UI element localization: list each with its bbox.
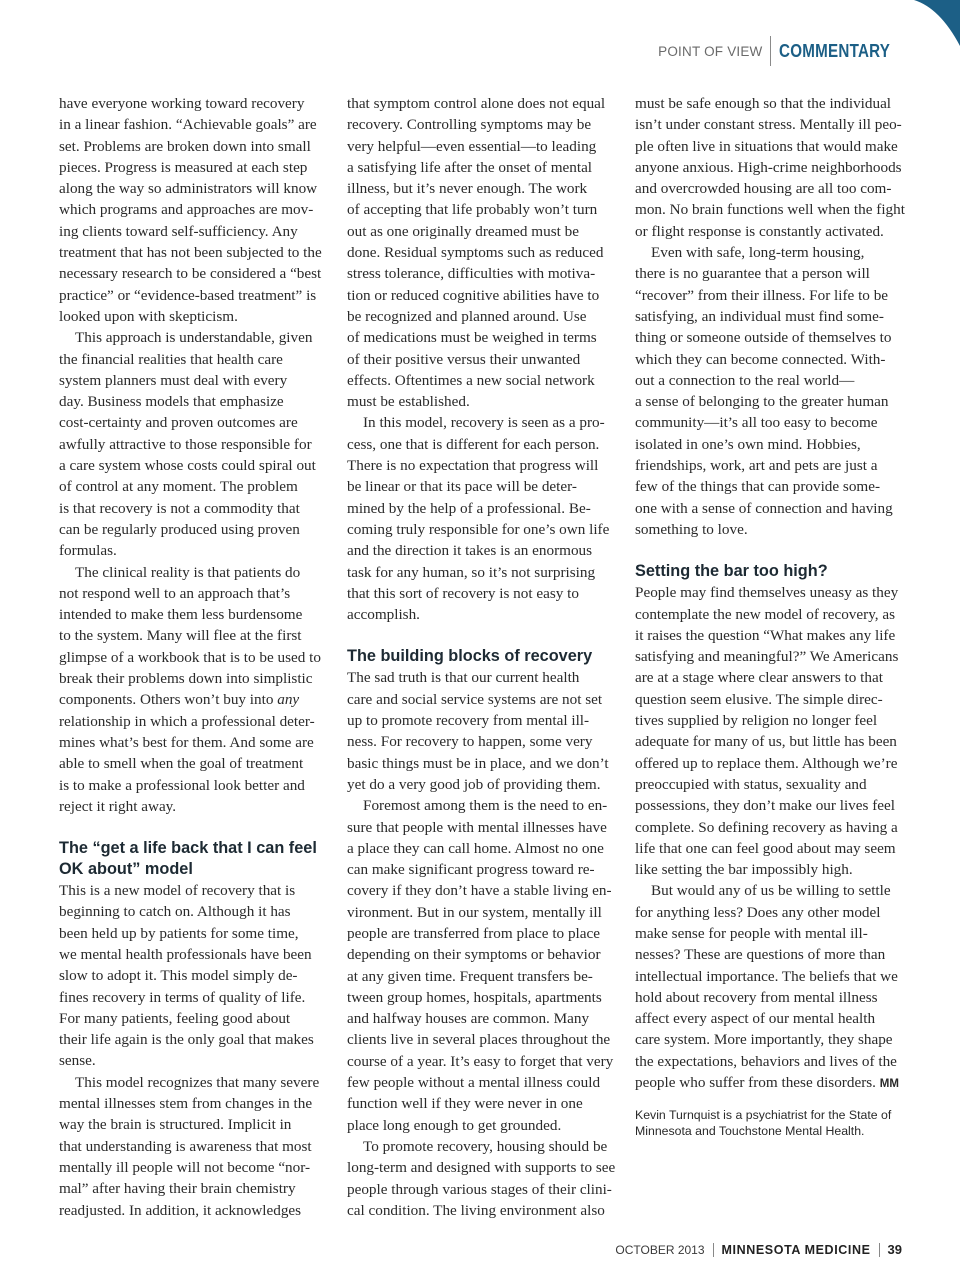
text-line: formulas. (59, 542, 117, 560)
text-line: depending on their symptoms or behavior (347, 946, 601, 964)
text-line: mental illnesses stem from changes in the (59, 1095, 313, 1113)
text-line: people through various stages of their clini- (347, 1180, 612, 1198)
page-number: 39 (887, 1242, 902, 1257)
text-line: looked upon with skepticism. (59, 307, 238, 325)
text-line: stress tolerance, difficulties with motiva- (347, 265, 596, 283)
header-divider (770, 36, 772, 66)
text-line: a satisfying life after the onset of mental (347, 158, 593, 176)
text-line: function well if they were never in one (347, 1095, 583, 1113)
text-line: people are transferred from place to place (347, 924, 600, 942)
text-line: up to promote recovery from mental ill- (347, 712, 590, 730)
text-line: it raises the question “What makes any life (635, 626, 896, 644)
text-line: Foremost among them is the need to en- (363, 797, 608, 815)
text-line: tives supplied by religion no longer feel (635, 712, 878, 730)
paragraph (59, 880, 327, 1072)
text-line: cost-certainty and proven outcomes are (59, 414, 298, 432)
paragraph (59, 562, 327, 818)
text-line: awfully attractive to those responsible for (59, 435, 312, 453)
text-line: satisfying and meaningful?” We Americans (635, 648, 899, 666)
paragraph (635, 242, 903, 540)
text-line: and halfway houses are common. Many (347, 1010, 590, 1028)
page-header (658, 36, 901, 66)
text-line: contemplate the new model of recovery, as (635, 605, 896, 623)
text-line: To promote recovery, housing should be (363, 1137, 608, 1155)
text-line: of their positive versus their unwanted (347, 350, 581, 368)
text-line: mentally ill people will not become “nor- (59, 1158, 311, 1176)
text-line: Even with safe, long-term housing, (651, 244, 865, 262)
text-line: of medications must be weighed in terms (347, 329, 597, 347)
section-heading: Setting the bar too high? (635, 562, 828, 581)
text-line: tion or reduced cognitive abilities have to (347, 286, 600, 304)
text-line: beginning to catch on. Although it has (59, 903, 291, 921)
text-line: illness, but it’s never enough. The work (347, 180, 588, 198)
text-line: possessions, they don’t make our lives feel (635, 797, 895, 815)
text-line: very helpful—even essential—to leading (347, 137, 597, 155)
author-bio (635, 1107, 903, 1139)
text-line: basic things must be in place, and we don’t (347, 754, 609, 772)
text-line: mines what’s best for them. And some are (59, 733, 314, 751)
text-line: have everyone working toward recovery (59, 95, 305, 112)
article-column-2 (347, 93, 615, 1221)
text-line: preoccupied with status, sexuality and (635, 775, 867, 793)
text-line: intended to make them less burdensome (59, 606, 303, 624)
text-line: is to make a professional look better and (59, 776, 305, 794)
text-line: is that recovery is not a commodity that (59, 499, 300, 517)
text-line: not respond well to an approach that’s (59, 584, 291, 602)
section-label: POINT OF VIEW (658, 43, 763, 59)
text-line: which programs and approaches are mov- (59, 201, 314, 219)
text-line: components. Others won’t buy into any (59, 691, 300, 709)
text-line: must be established. (347, 393, 470, 411)
emphasis-text: any (277, 691, 300, 709)
text-line: care and social service systems are not set (347, 690, 603, 708)
text-line: we mental health professionals have been (59, 945, 312, 963)
page-footer (615, 1242, 902, 1257)
text-line: done. Residual symptoms such as reduced (347, 244, 604, 262)
text-line: question seem elusive. The simple direc- (635, 690, 883, 708)
text-line: way the brain is structured. Implicit in (59, 1116, 292, 1134)
text-line: satisfying, an individual must find some- (635, 307, 884, 325)
corner-accent-shape (900, 0, 960, 46)
text-line: few of the things that can provide some- (635, 478, 881, 496)
section-heading (59, 838, 327, 880)
text-line: break their problems down into simplistic (59, 670, 313, 688)
text-line: clients live in several places throughout the (347, 1031, 611, 1049)
text-line: cal condition. The living environment also (347, 1201, 605, 1219)
text-line: out a connection to the real world— (635, 371, 855, 389)
text-line: yet do a very good job of providing them. (347, 775, 601, 793)
text-line: readjusted. In addition, it acknowledges (59, 1201, 302, 1219)
paragraph (59, 327, 327, 561)
article-column-3 (635, 93, 903, 1139)
text-line: Minnesota and Touchstone Mental Health. (635, 1124, 865, 1139)
text-line: mon. No brain functions well when the fight (635, 201, 905, 219)
text-line: be linear or that its pace will be deter- (347, 478, 577, 496)
text-line: sure that people with mental illnesses have (347, 818, 607, 836)
text-line: there is no guarantee that a person will (635, 265, 870, 283)
text-line: are at a stage where clear answers to that (635, 669, 883, 687)
text-line: out as one originally dreamed must be (347, 222, 579, 240)
text-line: course of a year. It’s easy to forget that very (347, 1052, 614, 1070)
text-line: recovery. Controlling symptoms may be (347, 116, 592, 134)
text-line: adequate for many of us, but little has been (635, 733, 897, 751)
text-line: The clinical reality is that patients do (75, 563, 301, 581)
text-line: in a linear fashion. “Achievable goals” are (59, 116, 317, 134)
text-line: This is a new model of recovery that is (59, 882, 296, 900)
text-line: long-term and designed with supports to see (347, 1159, 616, 1177)
article-column-1 (59, 93, 327, 1221)
text-line: the financial realities that health care (59, 350, 283, 368)
text-line: like setting the bar impossibly high. (635, 861, 853, 879)
text-line: “recover” from their illness. For life to be (635, 286, 889, 304)
text-line: and the direction it takes is an enormous (347, 542, 593, 560)
text-line: necessary research to be considered a “best (59, 265, 322, 283)
text-line: ness. For recovery to happen, some very (347, 733, 593, 751)
text-line: But would any of us be willing to settle (651, 882, 891, 900)
text-line: system planners must deal with every (59, 371, 288, 389)
text-line: of control at any moment. The problem (59, 478, 298, 496)
text-line: ple often live in situations that would make (635, 137, 898, 155)
text-line: to the system. Many will flee at the first (59, 627, 302, 645)
footer-divider (713, 1243, 714, 1257)
issue-date: OCTOBER 2013 (615, 1242, 705, 1257)
text-line: that understanding is awareness that most (59, 1137, 312, 1155)
text-line: practice” or “evidence-based treatment” is (59, 286, 317, 304)
text-line: that this sort of recovery is not easy to (347, 584, 579, 602)
text-line: ing clients toward self-sufficiency. Any (59, 222, 298, 240)
text-line: fines recovery in terms of quality of life. (59, 988, 306, 1006)
paragraph (59, 93, 327, 327)
text-line: effects. Oftentimes a new social network (347, 371, 595, 389)
text-line: mined by the help of a professional. Be- (347, 499, 591, 517)
text-line: affect every aspect of our mental health (635, 1010, 876, 1028)
text-line: offered up to replace them. Although we’re (635, 754, 898, 772)
text-line: slow to adopt it. This model simply de- (59, 967, 298, 985)
paragraph (347, 412, 615, 625)
text-line: hold about recovery from mental illness (635, 988, 878, 1006)
text-line: complete. So defining recovery as having a (635, 818, 898, 836)
text-line: can be regularly produced using proven (59, 520, 300, 538)
text-line: community—it’s all too easy to become (635, 414, 878, 432)
text-line: set. Problems are broken down into small (59, 137, 311, 155)
text-line: anyone anxious. High-crime neighborhoods (635, 158, 902, 176)
text-line: a sense of belonging to the greater human (635, 393, 889, 411)
text-line: relationship in which a professional deter- (59, 712, 315, 730)
text-line: The “get a life back that I can feel (59, 839, 317, 858)
text-line: isolated in one’s own mind. Hobbies, (635, 435, 861, 453)
text-line: that symptom control alone does not equal (347, 95, 606, 112)
text-line: For many patients, feeling good about (59, 1009, 291, 1027)
text-line: Kevin Turnquist is a psychiatrist for the State of (635, 1108, 892, 1123)
text-line: few people without a mental illness could (347, 1074, 601, 1092)
text-line: along the way so administrators will know (59, 180, 318, 198)
text-line: tween group homes, hospitals, apartments (347, 988, 602, 1006)
paragraph (347, 795, 615, 1136)
text-line: can make significant progress toward re- (347, 861, 595, 879)
text-line: a place they can call home. Almost no one (347, 839, 604, 857)
text-line: covery if they don’t have a stable living en- (347, 882, 612, 900)
text-line: must be safe enough so that the individual (635, 95, 892, 112)
text-line: at any given time. Frequent transfers be- (347, 967, 593, 985)
paragraph (635, 582, 903, 880)
text-line: day. Business models that emphasize (59, 393, 284, 411)
text-line: This approach is understandable, given (75, 329, 313, 347)
text-line: OK about” model (59, 860, 193, 879)
text-line: or flight response is constantly activated. (635, 222, 884, 240)
end-mark: MM (879, 1078, 899, 1091)
paragraph (635, 93, 903, 242)
text-line: intellectual importance. The beliefs that we (635, 967, 898, 985)
text-line: mal” after having their brain chemistry (59, 1180, 296, 1198)
footer-divider (879, 1243, 880, 1257)
text-line: pieces. Progress is measured at each step (59, 158, 308, 176)
text-line: people who suffer from these disorders. MM (635, 1074, 899, 1092)
text-line: People may find themselves uneasy as they (635, 584, 899, 602)
text-line: glimpse of a workbook that is to be used to (59, 648, 321, 666)
text-line: In this model, recovery is seen as a pro- (363, 414, 605, 432)
paragraph (347, 1136, 615, 1221)
text-line: be recognized and planned around. Use (347, 307, 587, 325)
paragraph (347, 93, 615, 412)
text-line: This model recognizes that many severe (75, 1073, 320, 1091)
text-line: treatment that has not been subjected to the (59, 244, 322, 262)
text-line: isn’t under constant stress. Mentally ill peo- (635, 116, 902, 134)
text-line: reject it right away. (59, 797, 177, 815)
text-line: which they can become connected. With- (635, 350, 886, 368)
text-line: coming truly responsible for one’s own life (347, 520, 610, 538)
text-line: something to love. (635, 520, 748, 538)
text-line: task for any human, so it’s not surprising (347, 563, 596, 581)
text-line: The sad truth is that our current health (347, 669, 580, 687)
text-line: There is no expectation that progress will (347, 457, 599, 475)
text-line: and overcrowded housing are all too com- (635, 180, 892, 198)
text-line: been held up by patients for some time, (59, 924, 299, 942)
category-label: COMMENTARY (779, 40, 891, 61)
text-line: make sense for people with mental ill- (635, 924, 868, 942)
text-line: thing or someone outside of themselves to (635, 329, 892, 347)
text-line: the expectations, behaviors and lives of the (635, 1052, 897, 1070)
paragraph (59, 1072, 327, 1221)
text-line: a care system whose costs could spiral out (59, 457, 316, 475)
text-line: sense. (59, 1052, 96, 1070)
text-line: friendships, work, art and pets are just a (635, 457, 878, 475)
text-line: care system. More importantly, they shape (635, 1031, 893, 1049)
section-heading: The building blocks of recovery (347, 647, 593, 666)
text-line: their life again is the only goal that makes (59, 1031, 314, 1049)
text-line: accomplish. (347, 606, 420, 624)
text-line: nesses? These are questions of more than (635, 946, 886, 964)
paragraph (347, 667, 615, 795)
publication-name: MINNESOTA MEDICINE (721, 1242, 871, 1257)
text-line: able to smell when the goal of treatment (59, 755, 304, 773)
paragraph (635, 880, 903, 1095)
text-line: for anything less? Does any other model (635, 903, 881, 921)
text-line: place long enough to get grounded. (347, 1116, 562, 1134)
text-line: vironment. But in our system, mentally ill (347, 903, 602, 921)
text-line: one with a sense of connection and having (635, 499, 893, 517)
text-line: of accepting that life probably won’t turn (347, 201, 598, 219)
text-line: life that one can feel good about may seem (635, 839, 896, 857)
text-line: cess, one that is different for each person. (347, 435, 600, 453)
